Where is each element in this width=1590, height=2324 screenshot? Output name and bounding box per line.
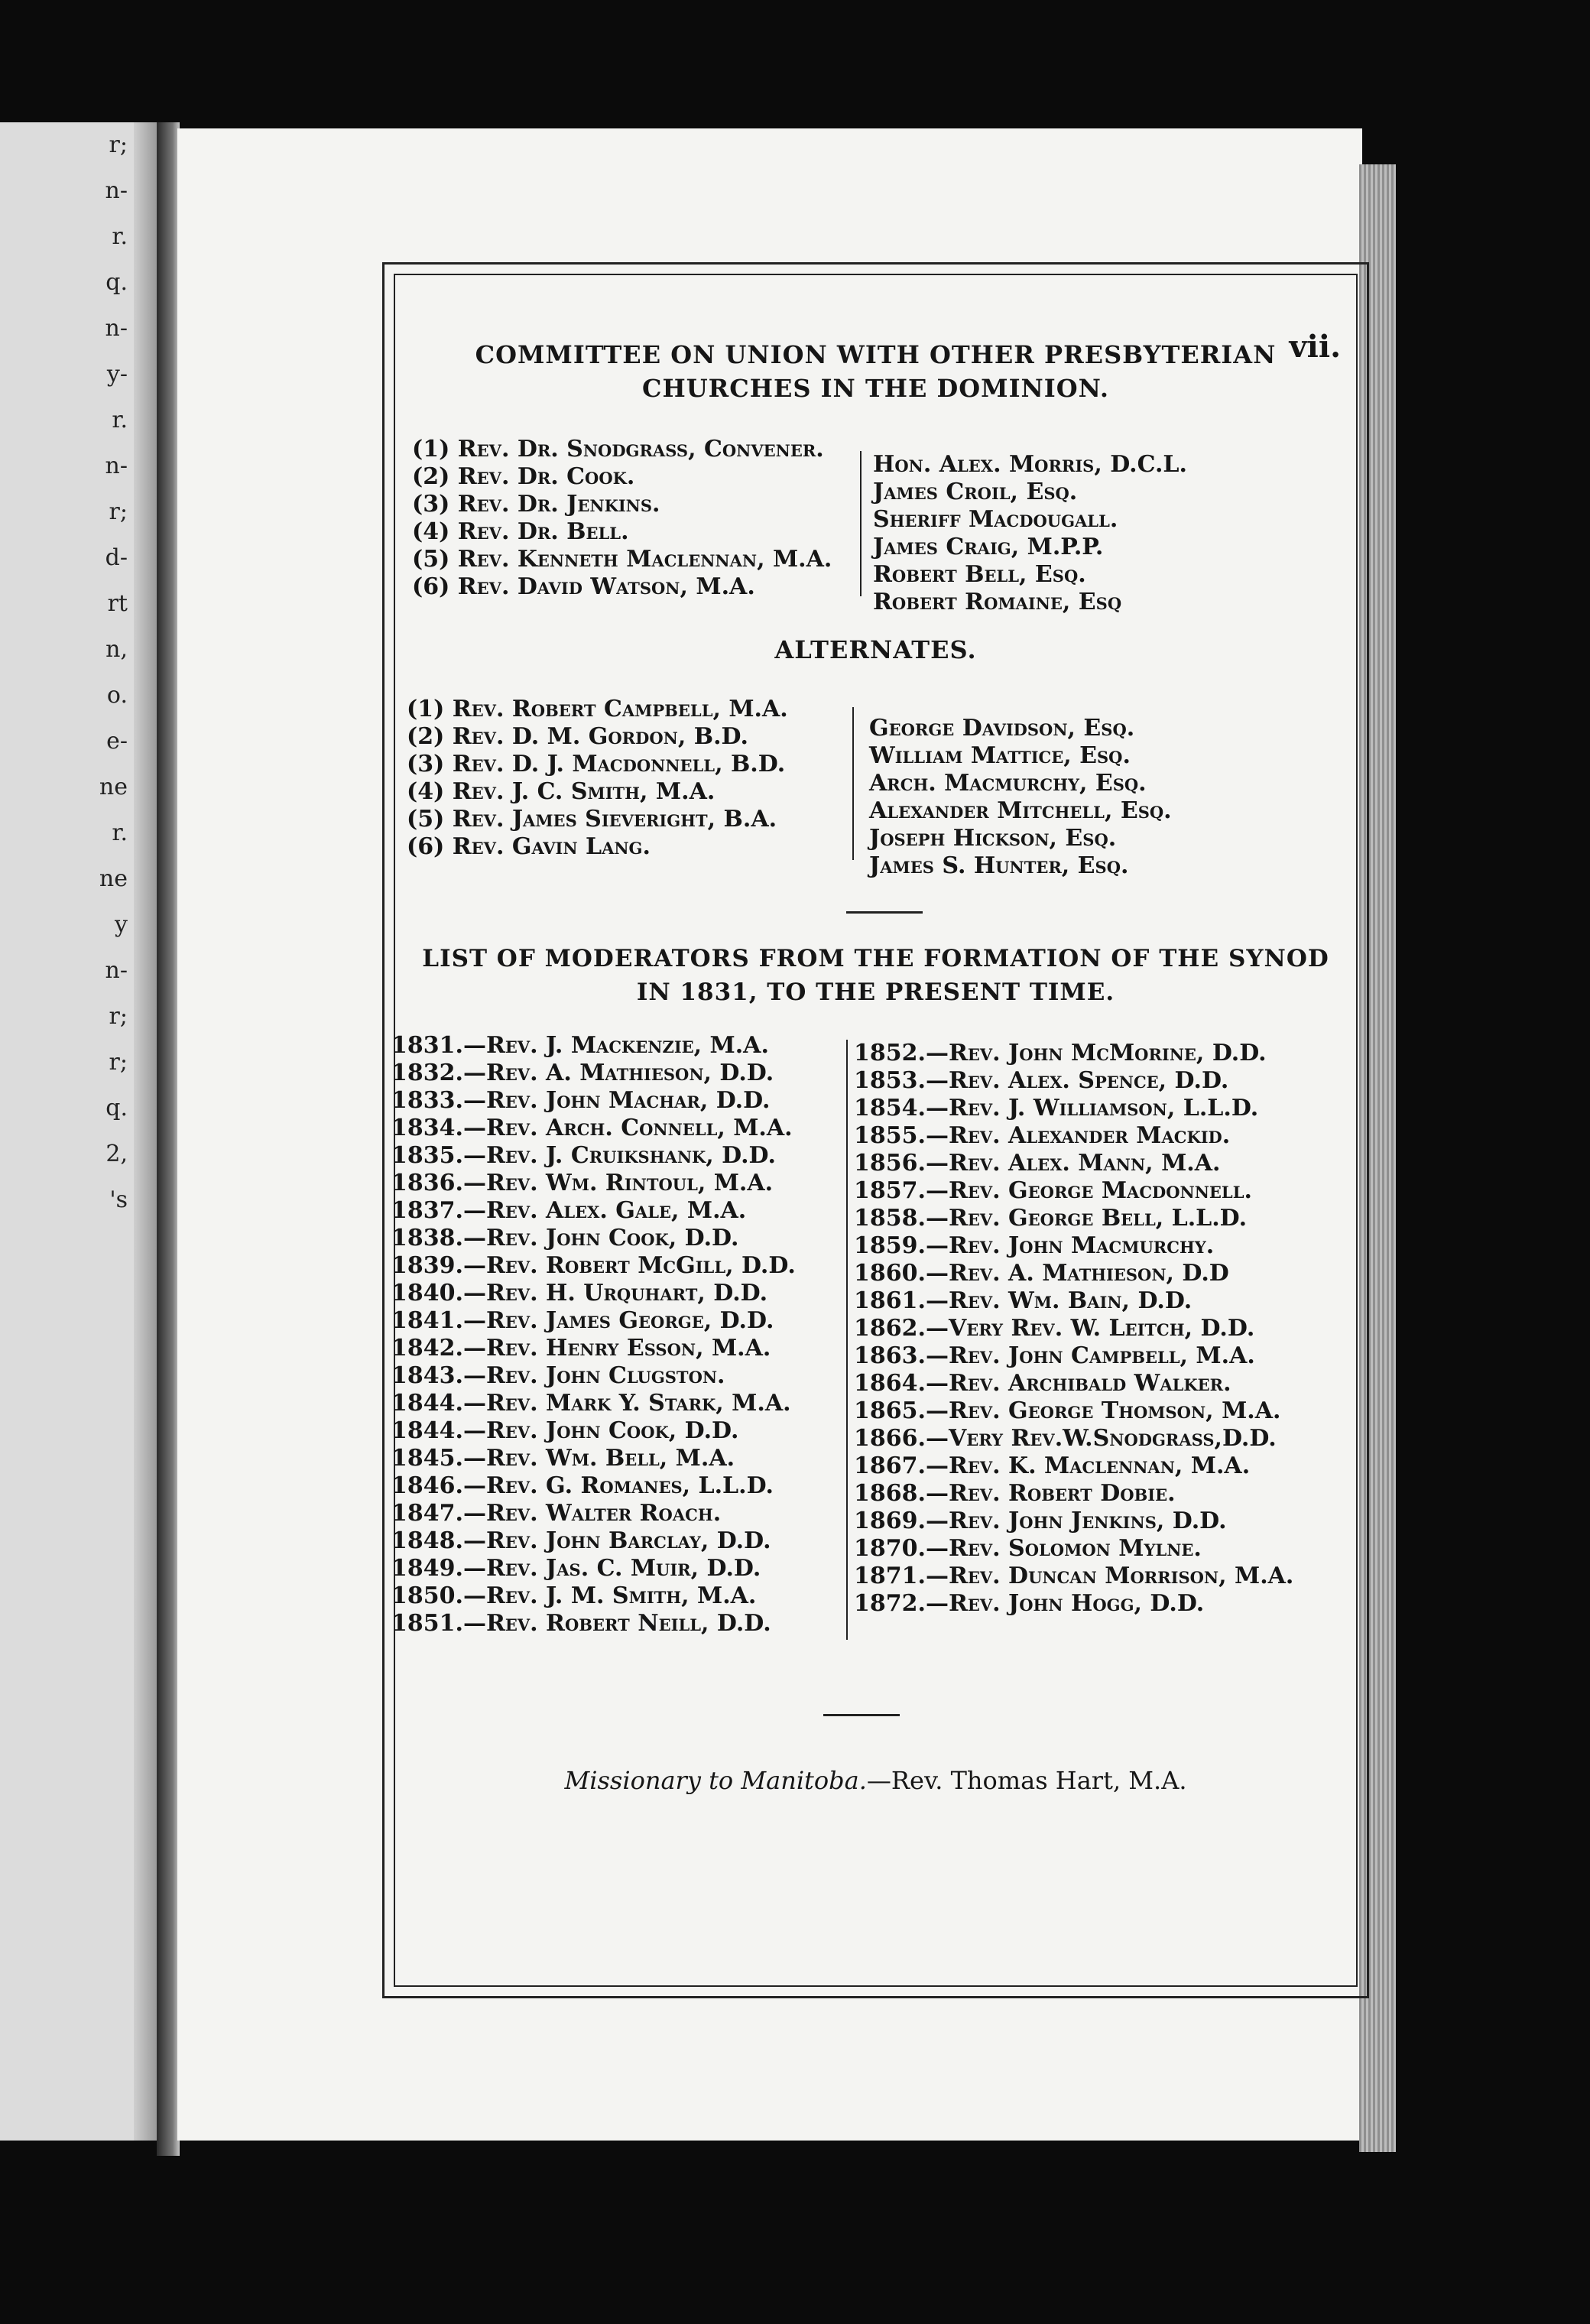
moderator-entry: 1870.—Rev. Solomon Mylne.: [854, 1535, 1202, 1562]
facing-page-line: n-: [105, 315, 128, 342]
section-rule: [823, 1714, 900, 1716]
moderator-entry: 1860.—Rev. A. Mathieson, D.D: [854, 1260, 1229, 1287]
section-rule: [846, 911, 923, 914]
facing-page-line: r.: [112, 407, 128, 433]
column-divider: [846, 1040, 848, 1640]
moderator-entry: 1846.—Rev. G. Romanes, L.L.D.: [391, 1472, 774, 1499]
alternates-left: [407, 696, 788, 861]
alternate-member: (2) Rev. D. M. Gordon, B.D.: [407, 723, 748, 750]
alternate-member: (3) Rev. D. J. Macdonnell, B.D.: [407, 751, 786, 777]
moderator-entry: 1863.—Rev. John Campbell, M.A.: [854, 1342, 1255, 1369]
moderator-entry: 1857.—Rev. George Macdonnell.: [854, 1177, 1252, 1204]
moderator-entry: 1865.—Rev. George Thomson, M.A.: [854, 1397, 1281, 1424]
moderator-entry: 1838.—Rev. John Cook, D.D.: [391, 1225, 739, 1251]
moderator-entry: 1841.—Rev. James George, D.D.: [391, 1307, 774, 1334]
committee-member: (4) Rev. Dr. Bell.: [412, 518, 629, 545]
moderators-left-column: [391, 1032, 796, 1638]
moderator-entry: 1836.—Rev. Wm. Rintoul, M.A.: [391, 1170, 774, 1196]
alternate-member: Alexander Mitchell, Esq.: [869, 797, 1172, 824]
page-border: [382, 262, 1369, 1998]
moderator-entry: 1843.—Rev. John Clugston.: [391, 1362, 725, 1389]
committee-member: James Croil, Esq.: [873, 479, 1078, 505]
facing-page: [0, 122, 157, 2141]
moderator-entry: 1845.—Rev. Wm. Bell, M.A.: [391, 1445, 735, 1472]
moderator-entry: 1861.—Rev. Wm. Bain, D.D.: [854, 1287, 1192, 1314]
facing-page-line: 2,: [105, 1141, 128, 1167]
moderator-entry: 1868.—Rev. Robert Dobie.: [854, 1480, 1176, 1507]
page-border-inner: [391, 274, 1358, 1987]
moderator-entry: 1862.—Very Rev. W. Leitch, D.D.: [854, 1315, 1255, 1342]
moderators-title: LIST OF MODERATORS FROM THE FORMATION OF THE SYNOD IN 1831, TO THE PRESENT TIME.: [422, 945, 1329, 1006]
moderator-entry: 1859.—Rev. John Macmurchy.: [854, 1232, 1215, 1259]
moderator-entry: 1840.—Rev. H. Urquhart, D.D.: [391, 1280, 768, 1306]
committee-members-left: [412, 436, 832, 601]
alternate-member: Joseph Hickson, Esq.: [869, 825, 1117, 852]
moderator-entry: 1831.—Rev. J. Mackenzie, M.A.: [391, 1032, 769, 1059]
missionary-line: [395, 1766, 1356, 1795]
alternate-member: William Mattice, Esq.: [869, 742, 1131, 769]
moderator-entry: 1832.—Rev. A. Mathieson, D.D.: [391, 1060, 774, 1086]
moderator-entry: 1847.—Rev. Walter Roach.: [391, 1500, 722, 1527]
facing-page-line: n-: [105, 957, 128, 984]
alternate-member: Arch. Macmurchy, Esq.: [869, 770, 1147, 797]
moderator-entry: 1842.—Rev. Henry Esson, M.A.: [391, 1335, 771, 1362]
moderator-entry: 1834.—Rev. Arch. Connell, M.A.: [391, 1115, 793, 1141]
facing-page-line: q.: [105, 269, 128, 296]
moderator-entry: 1849.—Rev. Jas. C. Muir, D.D.: [391, 1555, 761, 1582]
moderator-entry: 1856.—Rev. Alex. Mann, M.A.: [854, 1150, 1221, 1177]
facing-page-line: y: [115, 911, 128, 938]
committee-member: Hon. Alex. Morris, D.C.L.: [873, 451, 1187, 478]
alternate-member: George Davidson, Esq.: [869, 715, 1135, 742]
moderator-entry: 1851.—Rev. Robert Neill, D.D.: [391, 1610, 771, 1637]
moderator-entry: 1867.—Rev. K. Maclennan, M.A.: [854, 1452, 1251, 1479]
moderator-entry: 1872.—Rev. John Hogg, D.D.: [854, 1590, 1205, 1617]
moderator-entry: 1853.—Rev. Alex. Spence, D.D.: [854, 1067, 1229, 1094]
moderator-entry: 1852.—Rev. John McMorine, D.D.: [854, 1040, 1267, 1066]
committee-member: (5) Rev. Kenneth Maclennan, M.A.: [412, 546, 832, 573]
moderator-entry: 1866.—Very Rev.W.Snodgrass,D.D.: [854, 1425, 1277, 1452]
facing-page-line: y-: [106, 361, 128, 388]
committee-member: (2) Rev. Dr. Cook.: [412, 463, 635, 490]
moderator-entry: 1854.—Rev. J. Williamson, L.L.D.: [854, 1095, 1259, 1121]
moderator-entry: 1844.—Rev. John Cook, D.D.: [391, 1417, 739, 1444]
moderator-entry: 1858.—Rev. George Bell, L.L.D.: [854, 1205, 1248, 1232]
committee-title: COMMITTEE ON UNION WITH OTHER PRESBYTERIAN CHURCHES IN THE DOMINION.: [475, 340, 1277, 403]
facing-page-line: n,: [105, 636, 128, 663]
facing-page-line: rt: [107, 590, 128, 617]
moderator-entry: 1848.—Rev. John Barclay, D.D.: [391, 1527, 771, 1554]
alternate-member: (4) Rev. J. C. Smith, M.A.: [407, 778, 716, 805]
alternate-member: (6) Rev. Gavin Lang.: [407, 833, 651, 860]
committee-member: (1) Rev. Dr. Snodgrass, Convener.: [412, 436, 824, 463]
committee-member: (6) Rev. David Watson, M.A.: [412, 573, 755, 600]
facing-page-line: d-: [105, 544, 128, 571]
book-gutter: [157, 122, 180, 2156]
alternate-member: James S. Hunter, Esq.: [869, 852, 1129, 879]
column-divider: [860, 451, 862, 596]
facing-page-line: o.: [106, 682, 128, 709]
page-content: [177, 128, 1362, 2141]
moderators-right-column: [854, 1040, 1293, 1618]
column-divider: [852, 707, 854, 860]
moderator-entry: 1850.—Rev. J. M. Smith, M.A.: [391, 1582, 757, 1609]
missionary-label: Missionary to Manitoba.: [564, 1766, 867, 1795]
facing-page-line: e-: [106, 728, 128, 755]
moderator-entry: 1837.—Rev. Alex. Gale, M.A.: [391, 1197, 747, 1224]
committee-members-right: [873, 451, 1187, 616]
alternates-right: [869, 715, 1172, 880]
facing-page-line: r;: [109, 1049, 128, 1076]
facing-page-line: q.: [105, 1095, 128, 1121]
alternates-title: ALTERNATES.: [774, 635, 977, 664]
moderator-entry: 1833.—Rev. John Machar, D.D.: [391, 1087, 771, 1114]
moderator-entry: 1844.—Rev. Mark Y. Stark, M.A.: [391, 1390, 791, 1417]
committee-member: James Craig, M.P.P.: [873, 534, 1104, 560]
facing-page-line: ne: [99, 865, 128, 892]
facing-page-edge: [134, 122, 157, 2141]
moderator-entry: 1835.—Rev. J. Cruikshank, D.D.: [391, 1142, 776, 1169]
facing-page-line: n-: [105, 177, 128, 204]
facing-page-text: [36, 122, 128, 1223]
page-number: vii.: [1289, 329, 1341, 365]
facing-page-line: 's: [109, 1186, 128, 1213]
facing-page-line: r;: [109, 1003, 128, 1030]
moderator-entry: 1869.—Rev. John Jenkins, D.D.: [854, 1508, 1227, 1534]
facing-page-line: r.: [112, 223, 128, 250]
alternate-member: (5) Rev. James Sieveright, B.A.: [407, 806, 777, 833]
facing-page-line: r.: [112, 820, 128, 846]
facing-page-line: r;: [109, 131, 128, 158]
committee-member: Robert Bell, Esq.: [873, 561, 1086, 588]
facing-page-line: ne: [99, 774, 128, 800]
moderator-entry: 1839.—Rev. Robert McGill, D.D.: [391, 1252, 796, 1279]
committee-member: (3) Rev. Dr. Jenkins.: [412, 491, 660, 518]
facing-page-line: r;: [109, 498, 128, 525]
committee-member: Sheriff Macdougall.: [873, 506, 1118, 533]
facing-page-line: n-: [105, 453, 128, 479]
alternate-member: (1) Rev. Robert Campbell, M.A.: [407, 696, 788, 722]
committee-member: Robert Romaine, Esq: [873, 589, 1122, 615]
moderator-entry: 1864.—Rev. Archibald Walker.: [854, 1370, 1231, 1397]
missionary-name: —Rev. Thomas Hart, M.A.: [866, 1766, 1187, 1795]
moderator-entry: 1855.—Rev. Alexander Mackid.: [854, 1122, 1231, 1149]
moderator-entry: 1871.—Rev. Duncan Morrison, M.A.: [854, 1563, 1294, 1589]
